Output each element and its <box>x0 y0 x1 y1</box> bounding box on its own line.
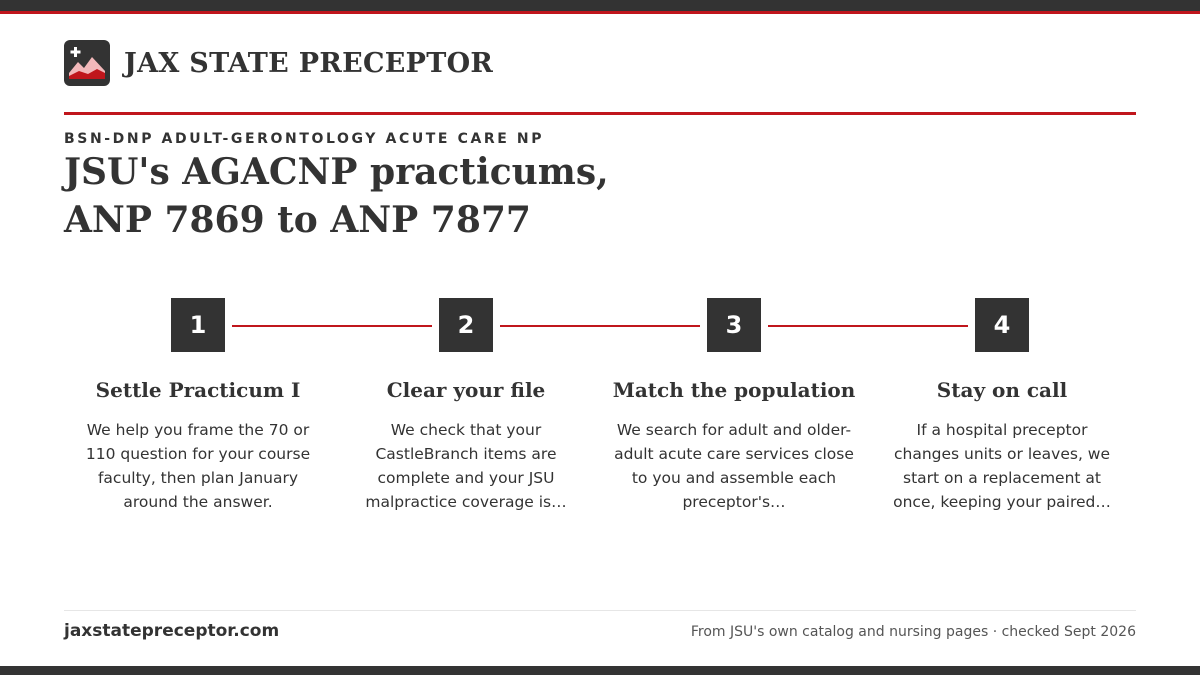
page-title-line-1: JSU's AGACNP practicums, <box>64 151 609 193</box>
step-4 <box>868 298 1136 514</box>
step-title: Stay on call <box>936 378 1068 402</box>
step-description: We check that your CastleBranch items are complete and your JSU malpractice coverage is… <box>365 421 567 511</box>
step-title: Clear your file <box>386 378 546 402</box>
brand <box>64 40 493 86</box>
step-description: If a hospital preceptor changes units or leaves, we start on a replacement at once, keeping your paired… <box>893 421 1111 511</box>
step-description: We help you frame the 70 or 110 question for your course faculty, then plan January around the answer. <box>85 421 311 511</box>
footer-site-link[interactable]: jaxstatepreceptor.com <box>64 621 280 641</box>
medical-mountain-logo-icon <box>64 40 110 86</box>
brand-name: JAX STATE PRECEPTOR <box>124 47 494 79</box>
step-1 <box>64 298 332 514</box>
step-title: Match the population <box>612 378 856 402</box>
step-number-badge: 4 <box>975 298 1029 352</box>
step-number-badge: 3 <box>707 298 761 352</box>
step-number-badge: 1 <box>171 298 225 352</box>
step-title: Settle Practicum I <box>95 378 301 402</box>
step-number-badge: 2 <box>439 298 493 352</box>
bottom-bar <box>0 666 1200 675</box>
top-bar <box>0 0 1200 11</box>
step-3 <box>600 298 868 514</box>
top-accent-stripe <box>0 11 1200 14</box>
step-description: We search for adult and older-adult acute care services close to you and assemble each preceptor's… <box>614 421 854 511</box>
header-divider <box>64 112 1136 115</box>
footer-source-note: From JSU's own catalog and nursing pages · checked Sept 2026 <box>690 624 1136 640</box>
step-2 <box>332 298 600 514</box>
footer-divider <box>64 610 1136 611</box>
program-eyebrow: BSN-DNP ADULT-GERONTOLOGY ACUTE CARE NP <box>64 131 545 147</box>
page-title-line-2: ANP 7869 to ANP 7877 <box>64 199 531 241</box>
page-title <box>64 148 764 244</box>
